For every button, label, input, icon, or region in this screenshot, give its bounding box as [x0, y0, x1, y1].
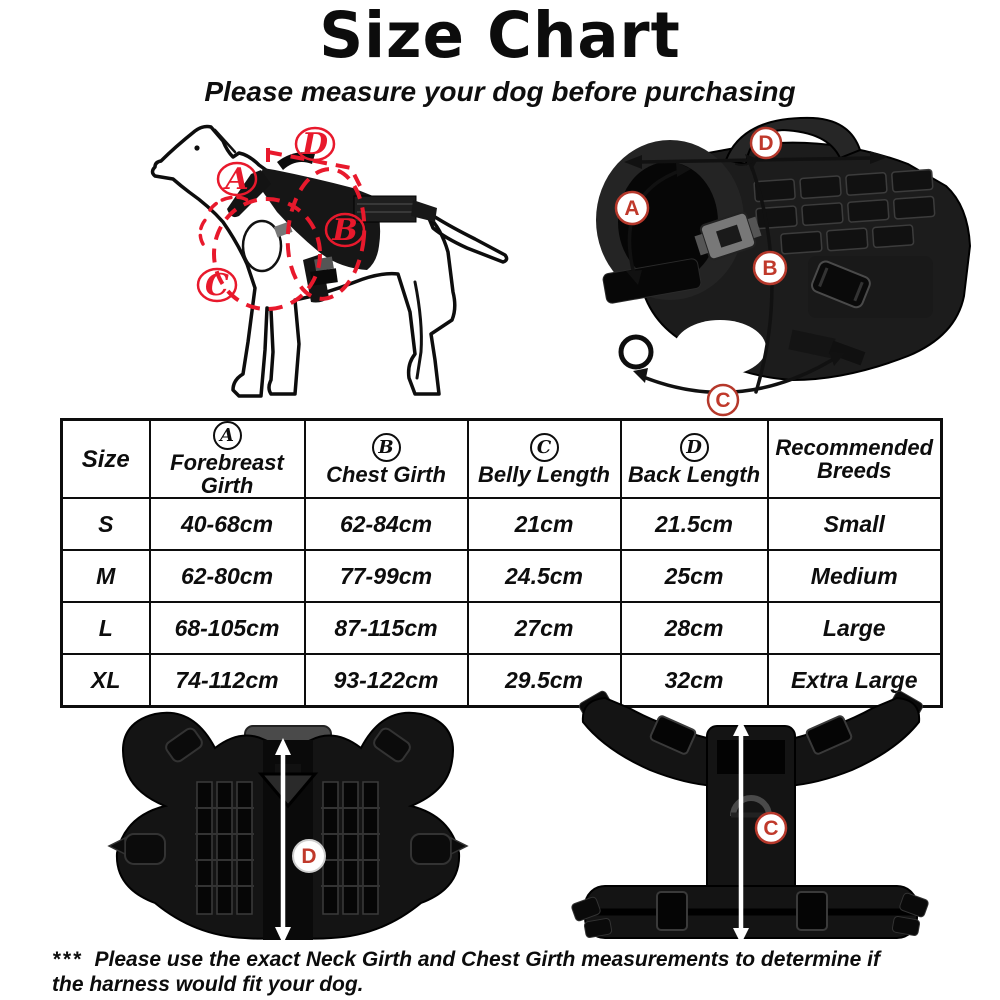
- marker-d-letter: D: [758, 132, 774, 155]
- table-row-s: [62, 498, 942, 550]
- dog-measurement-diagram: [115, 112, 545, 417]
- marker-c-letter: C: [763, 817, 779, 840]
- neck-dash-arc-2: [200, 218, 207, 244]
- marker-d-top-view: [293, 840, 325, 872]
- cell-back: 28cm: [621, 602, 768, 654]
- marker-b-letter: B: [762, 257, 778, 280]
- marker-a-letter: A: [624, 197, 640, 220]
- d-ring: [621, 337, 651, 367]
- cell-chest: 62-84cm: [305, 498, 468, 550]
- footer-asterisks: ***: [52, 948, 83, 971]
- molle-columns-left: [195, 782, 254, 914]
- circled-letter-c: C: [530, 433, 559, 462]
- harness-photo-svg: [578, 108, 993, 418]
- harness-top-view-svg: [95, 688, 485, 953]
- marker-a-photo: [616, 192, 648, 224]
- cell-belly: 21cm: [468, 498, 621, 550]
- marker-d-dog: [296, 127, 334, 162]
- marker-a-letter: A: [225, 162, 249, 197]
- col-header-size: Size: [62, 420, 150, 499]
- cell-forebreast: 40-68cm: [150, 498, 305, 550]
- marker-c-photo: [708, 385, 738, 415]
- table-row-m: [62, 550, 942, 602]
- marker-b-letter: B: [332, 213, 358, 248]
- footer-note-line-2: the harness would fit your dog.: [52, 973, 364, 997]
- velcro-patch: [717, 740, 785, 774]
- cell-breeds: Medium: [768, 550, 942, 602]
- dog-diagram-svg: [115, 112, 545, 417]
- cell-forebreast: 74-112cm: [150, 654, 305, 707]
- right-wing: [787, 698, 919, 786]
- col-header-forebreast-girth: A Forebreast Girth: [150, 420, 305, 499]
- cell-size: L: [62, 602, 150, 654]
- marker-d-letter: D: [301, 127, 329, 162]
- cell-chest: 87-115cm: [305, 602, 468, 654]
- col-header-belly-length: C Belly Length: [468, 420, 621, 499]
- dog-eye: [194, 145, 199, 150]
- marker-c-letter: C: [205, 268, 229, 303]
- col-header-recommended-breeds: Recommended Breeds: [768, 420, 942, 499]
- page-subtitle: Please measure your dog before purchasing: [204, 76, 796, 107]
- col-header-chest-girth: B Chest Girth: [305, 420, 468, 499]
- marker-c-letter: C: [715, 389, 731, 412]
- col-header-back-length: D Back Length: [621, 420, 768, 499]
- cell-breeds: Extra Large: [768, 654, 942, 707]
- cell-size: M: [62, 550, 150, 602]
- cell-belly: 27cm: [468, 602, 621, 654]
- belly-slider-left: [657, 892, 687, 930]
- marker-d-letter: D: [301, 845, 317, 868]
- size-table: [60, 418, 943, 708]
- cell-breeds: Large: [768, 602, 942, 654]
- harness-bottom-view-svg: [545, 688, 975, 950]
- marker-c-bottom-view: [756, 813, 786, 843]
- cell-chest: 93-122cm: [305, 654, 468, 707]
- harness-top-view: [95, 688, 485, 953]
- cell-size: XL: [62, 654, 150, 707]
- cell-belly: 29.5cm: [468, 654, 621, 707]
- circled-letter-d: D: [680, 433, 709, 462]
- marker-b-photo: [754, 252, 786, 284]
- molle-columns-right: [321, 782, 380, 914]
- harness-product-image: [596, 118, 970, 380]
- left-wing: [583, 698, 715, 786]
- footer-note: [52, 947, 982, 997]
- harness-photo-annotated: [578, 108, 993, 418]
- marker-c-dog: [198, 268, 236, 303]
- belly-slider-right: [797, 892, 827, 930]
- table-header-row: [62, 420, 942, 499]
- page-title: Size Chart: [319, 0, 681, 73]
- cell-forebreast: 62-80cm: [150, 550, 305, 602]
- circled-letter-b: B: [372, 433, 401, 462]
- cell-forebreast: 68-105cm: [150, 602, 305, 654]
- circled-letter-a: A: [213, 421, 242, 450]
- cell-size: S: [62, 498, 150, 550]
- cell-back: 25cm: [621, 550, 768, 602]
- marker-d-photo: [751, 128, 781, 158]
- cell-breeds: Small: [768, 498, 942, 550]
- harness-bottom-view: [545, 688, 975, 950]
- cell-belly: 24.5cm: [468, 550, 621, 602]
- footer-note-line-1: *** Please use the exact Neck Girth and Chest Girth measurements to determine if: [52, 948, 880, 971]
- table-row-l: [62, 602, 942, 654]
- cell-back: 21.5cm: [621, 498, 768, 550]
- cell-chest: 77-99cm: [305, 550, 468, 602]
- cell-back: 32cm: [621, 654, 768, 707]
